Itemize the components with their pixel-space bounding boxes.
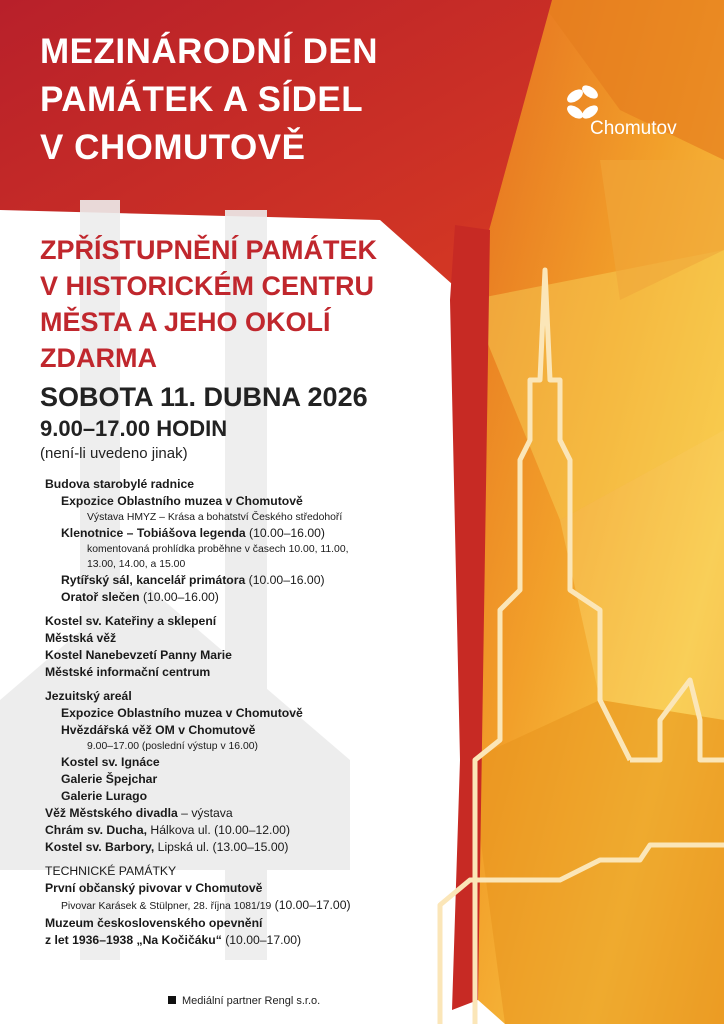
program-list [45,476,445,949]
program-item [45,932,445,949]
program-item [45,897,445,915]
program-item [45,589,445,606]
subtitle [40,232,480,376]
item-time: (10.00–16.00) [139,590,219,604]
item-time: (10.00–16.00) [245,573,325,587]
partner-text: Mediální partner Rengl s.r.o. [182,995,321,1007]
program-item: Muzeum československého opevnění [45,916,263,930]
media-partner [168,995,320,1007]
main-title [40,28,460,172]
title-line: MEZINÁRODNÍ DEN [40,32,379,71]
program-item [45,572,445,589]
subtitle-line: V HISTORICKÉM CENTRU [40,271,375,301]
item-name: Oratoř slečen [61,590,140,604]
program-item [45,839,445,856]
item-address: Pivovar Karásek & Stülpner, 28. října 1081/19 [61,901,272,912]
item-time: (10.00–17.00) [221,933,302,947]
subtitle-line: ZDARMA [40,343,157,373]
program-item: Expozice Oblastního muzea v Chomutově [61,494,303,508]
item-name: Chrám sv. Ducha, [45,823,148,837]
program-item [45,822,445,839]
item-name: z let 1936–1938 „Na Kočičáku“ [45,933,222,947]
city-logo-text: Chomutov [590,118,677,139]
square-icon [168,996,176,1004]
subtitle-line: MĚSTA A JEHO OKOLÍ [40,307,331,337]
program-item: Budova starobylé radnice [45,477,195,491]
program-item: Expozice Oblastního muzea v Chomutově [61,706,303,720]
item-name: Věž Městského divadla [45,806,178,820]
program-item [45,805,445,822]
event-date: SOBOTA 11. DUBNA 2026 [40,382,368,412]
item-time: (10.00–17.00) [271,898,351,912]
program-item: Kostel sv. Kateřiny a sklepení [45,614,217,628]
program-item: Městské informační centrum [45,665,211,679]
item-time: Lipská ul. (13.00–15.00) [154,840,289,854]
program-detail: Výstava HMYZ – Krása a bohatství Českého středohoří [87,512,343,523]
program-item: Kostel Nanebevzetí Panny Marie [45,648,232,662]
program-detail: 13.00, 14.00, a 15.00 [87,559,186,570]
program-detail: komentovaná prohlídka proběhne v časech 10.00, 11.00, [87,544,349,555]
item-name: Klenotnice – Tobiášova legenda [61,526,246,540]
title-line: V CHOMUTOVĚ [40,128,306,167]
program-item: Kostel sv. Ignáce [61,755,160,769]
subtitle-line: ZPŘÍSTUPNĚNÍ PAMÁTEK [40,235,378,265]
program-item: Galerie Špejchar [61,772,158,786]
item-name: Kostel sv. Barbory, [45,840,155,854]
event-note: (není-li uvedeno jinak) [40,445,188,462]
program-item: Městská věž [45,631,117,645]
event-hours: 9.00–17.00 HODIN [40,416,228,441]
program-item [45,525,445,542]
program-detail: 9.00–17.00 (poslední výstup v 16.00) [87,741,258,752]
item-name: Rytířský sál, kancelář primátora [61,573,246,587]
program-item: Jezuitský areál [45,689,132,703]
program-item: Hvězdářská věž OM v Chomutově [61,723,256,737]
item-time: – výstava [177,806,233,820]
item-time: (10.00–16.00) [245,526,325,540]
section-heading: TECHNICKÉ PAMÁTKY [45,864,177,878]
program-item: První občanský pivovar v Chomutově [45,881,263,895]
title-line: PAMÁTEK A SÍDEL [40,80,364,119]
program-item: Galerie Lurago [61,789,148,803]
item-time: Hálkova ul. (10.00–12.00) [147,823,291,837]
